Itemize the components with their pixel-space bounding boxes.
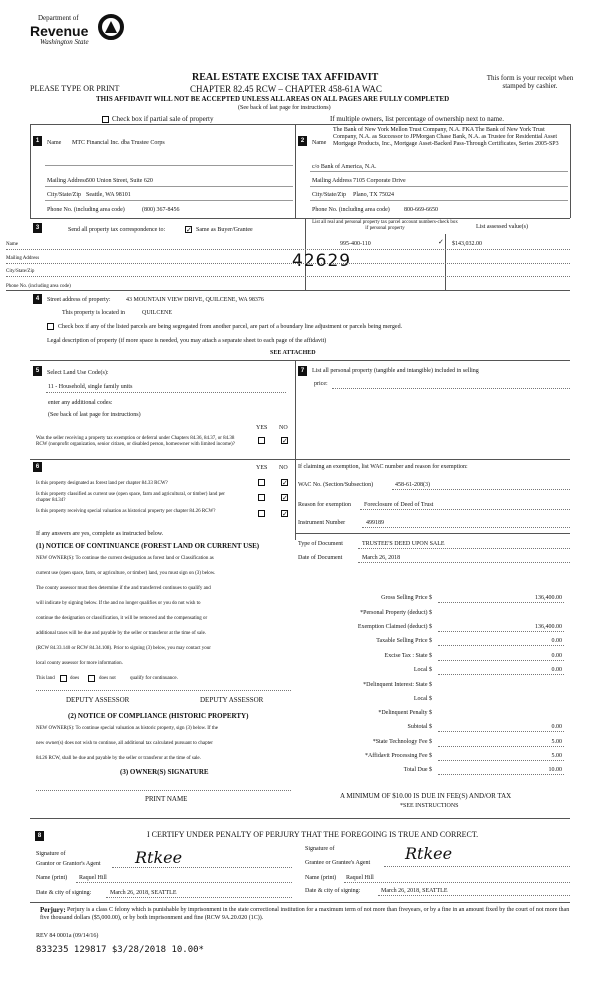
section-4-number: 4	[33, 294, 42, 304]
does-not-label: does not	[99, 676, 116, 681]
q3-historical: Is this property receiving special valuation as historical property per chapter 84.26 RCW?	[36, 509, 216, 514]
s3-name-label: Name	[6, 242, 18, 247]
grantee-date: March 26, 2018, SEATTLE	[381, 888, 448, 894]
notice2-title: (2) NOTICE OF COMPLIANCE (HISTORIC PROPERTY)	[68, 712, 249, 720]
does-label: does	[70, 676, 80, 681]
multiple-owners-note: If multiple owners, list percentage of ownership next to name.	[330, 115, 504, 123]
doc-date-label: Date of Document	[298, 555, 343, 561]
notice1-line-7: (RCW 84.33.140 or RCW 84.34.108). Prior to signing (3) below, you may contact your	[36, 646, 211, 651]
same-as-buyer-checkbox[interactable]: ✓	[186, 226, 192, 234]
q1-yes-checkbox[interactable]	[258, 479, 265, 486]
seller-name-label: Name	[47, 140, 62, 146]
grantee-signature: Rtkee	[405, 844, 453, 863]
legal-description-label: Legal description of property (if more space is needed, you may attach a separate sheet to each page of the affidavit)	[47, 338, 327, 344]
notice1-line-5: continue the designation or classification, it will be removed and the compensating or	[36, 616, 208, 621]
tax-row-label: *State Technology Fee $	[372, 739, 432, 745]
street-address: 43 MOUNTAIN VIEW DRIVE, QUILCENE, WA 98376	[126, 297, 264, 303]
does-checkbox[interactable]	[60, 675, 67, 682]
section-2-number: 2	[298, 136, 307, 146]
located-in: QUILCENE	[142, 310, 172, 316]
exemption-question: Was the seller receiving a property tax exemption or deferral under Chapters 84.36, 84.37, or 84.38 RCW (nonprofit organization, senior citizen, or disabled person, homeowner with limited income)?	[36, 436, 235, 447]
land-use-see-back: (See back of last page for instructions)	[48, 412, 141, 418]
tax-row-value: 0.00	[551, 653, 562, 659]
agency-line3: Washington State	[40, 38, 89, 46]
buyer-name-label: Name	[312, 140, 327, 146]
revision-code: REV 84 0001a (09/14/16)	[36, 933, 99, 939]
perjury-label: Perjury:	[40, 906, 66, 914]
agency-name: Revenue	[30, 23, 89, 39]
land-use-code: 11 - Household, single family units	[48, 384, 133, 390]
tax-row-label: Gross Selling Price $	[381, 595, 432, 601]
buyer-phone: 800-669-6650	[404, 207, 438, 213]
s3-address-label: Mailing Address	[6, 256, 40, 261]
reason: Foreclosure of Deed of Trust	[364, 502, 434, 508]
notice2-line-3: 84.26 RCW, shall be due and payable by the seller or transferor at the time of sale.	[36, 756, 201, 761]
tax-row-label: *Affidavit Processing Fee $	[364, 753, 432, 759]
tax-row-label: *Delinquent Interest: State $	[363, 682, 432, 688]
s5-no-checkbox[interactable]: ✓	[282, 437, 288, 445]
grantor-agent-label: Grantor or Grantor's Agent	[36, 861, 101, 867]
handwritten-number: 42629	[292, 251, 352, 271]
print-notice: PLEASE TYPE OR PRINT	[30, 84, 120, 93]
segregated-label: Check box if any of the listed parcels are being segregated from another parcel, are part of a boundary line adjustment or parcels being merged.	[58, 324, 403, 330]
tax-row-value: 136,400.00	[535, 624, 562, 630]
buyer-phone-label: Phone No. (including area code)	[312, 207, 390, 213]
buyer-city: Plano, TX 75024	[353, 192, 395, 198]
section-6-number: 6	[33, 462, 42, 472]
s5-yes-header: YES	[256, 425, 268, 431]
form-title: REAL ESTATE EXCISE TAX AFFIDAVIT	[192, 72, 379, 83]
see-back: (See back of last page for instructions)	[238, 105, 331, 111]
located-label: This property is located in	[62, 310, 125, 316]
grantee-agent-label: Grantee or Grantee's Agent	[305, 860, 371, 866]
agency-line1: Department of	[38, 14, 79, 22]
tax-row-label: Taxable Selling Price $	[376, 638, 432, 644]
doc-type: TRUSTEE'S DEED UPON SALE	[362, 541, 445, 547]
land-use-label: Select Land Use Code(s):	[47, 370, 109, 376]
tax-row-label: *Personal Property (deduct) $	[360, 610, 432, 616]
seller-address-label: Mailing Address	[47, 178, 87, 184]
receipt-note: This form is your receipt when stamped by cashier.	[486, 74, 574, 91]
notice1-line-6: additional taxes will be due and payable by the seller or transferor at the time of sale.	[36, 631, 207, 636]
perjury-text: Perjury is a class C felony which is punishable by imprisonment in the state correctional institution for a maximum term of not more than fiveyears, or by a fine in an amount fixed by the court of not more than five thousand dollars ($5,000.00), or by both imprisonment and fine (RCW 9A.20.020 (1C)).	[40, 907, 570, 922]
doc-date: March 26, 2018	[362, 555, 401, 561]
send-correspondence-label: Send all property tax correspondence to:	[68, 227, 166, 233]
notice1-title: (1) NOTICE OF CONTINUANCE (FOREST LAND OR CURRENT USE)	[36, 542, 260, 550]
personal-property-price-label: price:	[314, 381, 328, 387]
notice2-line-2: new owner(s) does not wish to continue, all additional tax calculated pursuant to chapter	[36, 741, 213, 746]
section-8-number: 8	[35, 831, 44, 841]
buyer-address: 7105 Corporate Drive	[353, 178, 406, 184]
personal-property-check-icon: ✓	[438, 238, 444, 246]
notice1-line-3: The county assessor must then determine if the and transferred continues to qualify and	[36, 586, 211, 591]
additional-codes-label: enter any additional codes:	[48, 400, 113, 406]
qualify-label: qualify for continuance.	[130, 676, 178, 681]
s5-yes-checkbox[interactable]	[258, 437, 265, 444]
assessed-header: List assessed value(s)	[476, 224, 528, 230]
grantee-name: Raquel Hill	[346, 875, 374, 881]
notice1-line-4: will indicate by signing below. If the and no longer qualifies or you do not wish to	[36, 601, 201, 606]
wac-label: WAC No. (Section/Subsection)	[298, 482, 374, 488]
seller-address: 500 Union Street, Suite 620	[86, 178, 153, 184]
section-5-number: 5	[33, 366, 42, 376]
grantor-date-label: Date & city of signing:	[36, 890, 92, 896]
tax-row-label: *Delinquent Penalty $	[378, 710, 432, 716]
seller-city-label: City/State/Zip	[47, 192, 81, 198]
assessed-value: $143,032.00	[452, 241, 482, 247]
s6-yes-header: YES	[256, 465, 268, 471]
q2-current-use: Is this property classified as current use (open space, farm and agricultural, or timber) land per chapter 84.34?	[36, 492, 225, 503]
tax-row-value: 5.00	[551, 739, 562, 745]
seller-phone: (800) 367-8456	[142, 207, 180, 213]
if-yes-note: If any answers are yes, complete as instructed below.	[36, 531, 164, 537]
deputy-assessor-2: DEPUTY ASSESSOR	[200, 696, 264, 704]
revenue-logo-icon	[96, 12, 126, 42]
doc-type-label: Type of Document	[298, 541, 343, 547]
q1-forest-land: Is this property designated as forest land per chapter 84.33 RCW?	[36, 481, 168, 486]
wac-number: 458-61-208(3)	[395, 482, 430, 488]
cashier-stamp: 833235 129817 $3/28/2018 10.00*	[36, 945, 204, 955]
partial-sale-checkbox[interactable]	[102, 116, 109, 123]
q2-no-checkbox[interactable]: ✓	[282, 494, 288, 502]
see-attached: SEE ATTACHED	[270, 350, 316, 356]
parcel-header: List all real and personal property tax parcel account numbers-check box if personal property	[312, 220, 458, 231]
tax-row-label: Excise Tax : State $	[384, 653, 432, 659]
seller-name: MTC Financial Inc. dba Trustee Corps	[72, 140, 165, 146]
does-not-checkbox[interactable]	[88, 675, 95, 682]
grantor-date: March 26, 2018, SEATTLE	[110, 890, 177, 896]
s3-city-label: City/State/Zip	[6, 269, 35, 274]
instrument-number: 499189	[366, 520, 384, 526]
street-label: Street address of property:	[47, 297, 111, 303]
grantor-name-label: Name (print)	[36, 875, 68, 881]
tax-row-value: 136,400.00	[535, 595, 562, 601]
q3-yes-checkbox[interactable]	[258, 510, 265, 517]
notice2-line-1: NEW OWNER(S): To continue special valuation as historic property, sign (3) below. If the	[36, 726, 218, 731]
exemption-claim-label: If claiming an exemption, list WAC number and reason for exemption:	[298, 464, 468, 470]
grantee-sig-label: Signature of	[305, 846, 335, 852]
chapters: CHAPTER 82.45 RCW – CHAPTER 458-61A WAC	[190, 84, 382, 94]
tax-row-value: 10.00	[548, 767, 562, 773]
grantee-name-label: Name (print)	[305, 875, 337, 881]
segregated-checkbox[interactable]	[47, 323, 54, 330]
same-as-buyer-label: Same as Buyer/Grantee	[196, 227, 253, 233]
owner-signature-title: (3) OWNER(S) SIGNATURE	[120, 768, 209, 776]
q1-no-checkbox[interactable]: ✓	[282, 479, 288, 487]
this-land-label: This land	[36, 676, 55, 681]
seller-phone-label: Phone No. (including area code)	[47, 207, 125, 213]
notice1-line-2: current use (open space, farm, or agriculture, or timber) land, you must sign on (3) below.	[36, 571, 216, 576]
tax-row-label: Local $	[413, 696, 432, 702]
warning: THIS AFFIDAVIT WILL NOT BE ACCEPTED UNLESS ALL AREAS ON ALL PAGES ARE FULLY COMPLETED	[96, 95, 450, 103]
tax-row-label: Local $	[413, 667, 432, 673]
tax-row-value: 0.00	[551, 724, 562, 730]
minimum-due-note: A MINIMUM OF $10.00 IS DUE IN FEE(S) AND/OR TAX	[340, 792, 512, 800]
s5-no-header: NO	[279, 425, 288, 431]
see-instructions: *SEE INSTRUCTIONS	[400, 803, 459, 809]
deputy-assessor-1: DEPUTY ASSESSOR	[66, 696, 130, 704]
seller-city: Seattle, WA 98101	[86, 192, 131, 198]
grantor-name: Raquel Hill	[79, 875, 107, 881]
tax-row-value: 0.00	[551, 638, 562, 644]
grantee-date-label: Date & city of signing:	[305, 888, 361, 894]
q3-no-checkbox[interactable]: ✓	[282, 510, 288, 518]
section-3-number: 3	[33, 223, 42, 233]
tax-row-label: Exemption Claimed (deduct) $	[357, 624, 432, 630]
tax-row-value: 0.00	[551, 667, 562, 673]
section-1-number: 1	[33, 136, 42, 146]
tax-row-label: Subtotal $	[407, 724, 432, 730]
buyer-city-label: City/State/Zip	[312, 192, 346, 198]
partial-sale-label: Check box if partial sale of property	[112, 115, 214, 123]
buyer-co: c/o Bank of America, N.A.	[312, 164, 377, 170]
notice1-line-8: local county assessor for more information.	[36, 661, 123, 666]
s6-no-header: NO	[279, 465, 288, 471]
buyer-name: The Bank of New York Mellon Trust Company, N.A. FKA The Bank of New York Trust Company, N.A. as Successor to JPMorgan Chase Bank, N.A. as Trustee for Residential Asset Mortgage Products, Inc., Mortgage Asset-Backed Pass-Through Certificates, Series 2005-SP3	[333, 127, 559, 147]
tax-row-value: 5.00	[551, 753, 562, 759]
s3-phone-label: Phone No. (including area code)	[6, 284, 71, 289]
instrument-label: Instrument Number	[298, 520, 346, 526]
certify-statement: I CERTIFY UNDER PENALTY OF PERJURY THAT THE FOREGOING IS TRUE AND CORRECT.	[147, 830, 479, 839]
parcel-number: 995-400-110	[340, 241, 371, 247]
buyer-address-label: Mailing Address	[312, 178, 352, 184]
tax-row-label: Total Due $	[403, 767, 432, 773]
reason-label: Reason for exemption	[298, 502, 351, 508]
section-7-number: 7	[298, 366, 307, 376]
q2-yes-checkbox[interactable]	[258, 494, 265, 501]
grantor-signature: Rtkee	[135, 848, 183, 867]
grantor-sig-label: Signature of	[36, 851, 66, 857]
personal-property-label: List all personal property (tangible and intangible) included in selling	[312, 368, 479, 374]
notice1-line-1: NEW OWNER(S): To continue the current designation as forest land or Classification as	[36, 556, 214, 561]
print-name-label: PRINT NAME	[145, 795, 188, 803]
